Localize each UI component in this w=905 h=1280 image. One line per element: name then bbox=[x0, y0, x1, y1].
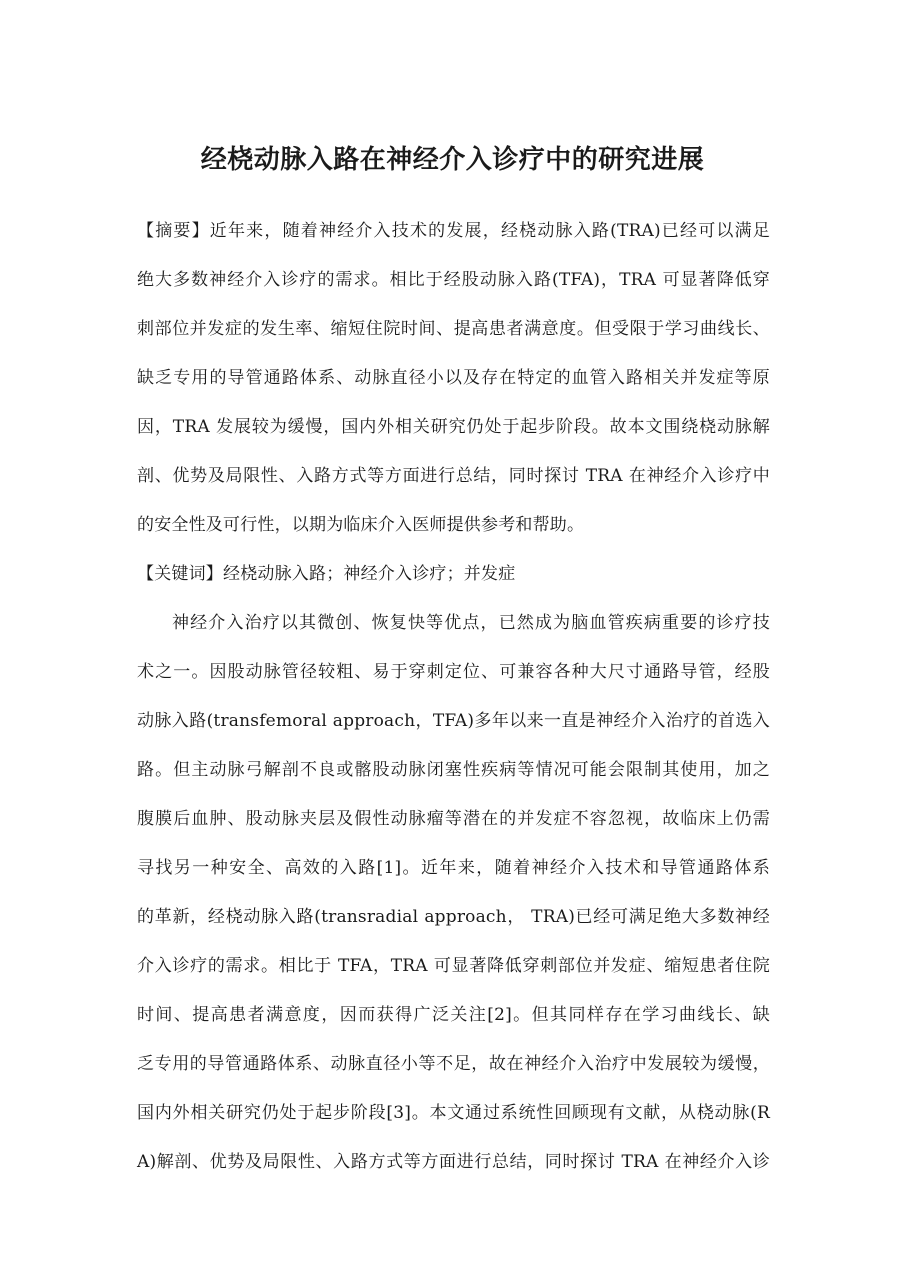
keywords-line: 【关键词】经桡动脉入路；神经介入诊疗；并发症 bbox=[137, 564, 516, 584]
body-line: 神经介入治疗以其微创、恢复快等优点，已然成为脑血管疾病重要的诊疗技 bbox=[172, 613, 770, 633]
body-line: 时间、提高患者满意度，因而获得广泛关注[2]。但其同样存在学习曲线长、缺 bbox=[137, 1005, 770, 1025]
body-line: 腹膜后血肿、股动脉夹层及假性动脉瘤等潜在的并发症不容忽视，故临床上仍需 bbox=[137, 809, 770, 829]
abstract-line: 因，TRA 发展较为缓慢，国内外相关研究仍处于起步阶段。故本文围绕桡动脉解 bbox=[137, 417, 770, 437]
document-title: 经桡动脉入路在神经介入诊疗中的研究进展 bbox=[200, 145, 705, 175]
body-line: 动脉入路(transfemoral approach，TFA)多年以来一直是神经介入治疗的首选入 bbox=[137, 711, 770, 731]
abstract-line: 剖、优势及局限性、入路方式等方面进行总结，同时探讨 TRA 在神经介入诊疗中 bbox=[137, 466, 770, 486]
body-line: 术之一。因股动脉管径较粗、易于穿刺定位、可兼容各种大尺寸通路导管，经股 bbox=[137, 662, 770, 682]
body-line: 路。但主动脉弓解剖不良或髂股动脉闭塞性疾病等情况可能会限制其使用，加之 bbox=[137, 760, 770, 780]
abstract-line: 绝大多数神经介入诊疗的需求。相比于经股动脉入路(TFA)，TRA 可显著降低穿 bbox=[137, 270, 770, 290]
abstract-line: 刺部位并发症的发生率、缩短住院时间、提高患者满意度。但受限于学习曲线长、 bbox=[137, 319, 770, 339]
body-line: 乏专用的导管通路体系、动脉直径小等不足，故在神经介入治疗中发展较为缓慢， bbox=[137, 1054, 770, 1074]
body-line: 的革新，经桡动脉入路(transradial approach， TRA)已经可满足绝大多数神经 bbox=[137, 907, 770, 927]
body-line: 介入诊疗的需求。相比于 TFA，TRA 可显著降低穿刺部位并发症、缩短患者住院 bbox=[137, 956, 770, 976]
body-line: 国内外相关研究仍处于起步阶段[3]。本文通过系统性回顾现有文献，从桡动脉(R bbox=[137, 1103, 770, 1123]
abstract-line: 的安全性及可行性，以期为临床介入医师提供参考和帮助。 bbox=[137, 515, 585, 535]
body-line: 寻找另一种安全、高效的入路[1]。近年来，随着神经介入技术和导管通路体系 bbox=[137, 858, 770, 878]
body-line: A)解剖、优势及局限性、入路方式等方面进行总结，同时探讨 TRA 在神经介入诊 bbox=[137, 1152, 770, 1172]
abstract-line: 【摘要】近年来，随着神经介入技术的发展，经桡动脉入路(TRA)已经可以满足 bbox=[137, 221, 770, 241]
abstract-line: 缺乏专用的导管通路体系、动脉直径小以及存在特定的血管入路相关并发症等原 bbox=[137, 368, 770, 388]
